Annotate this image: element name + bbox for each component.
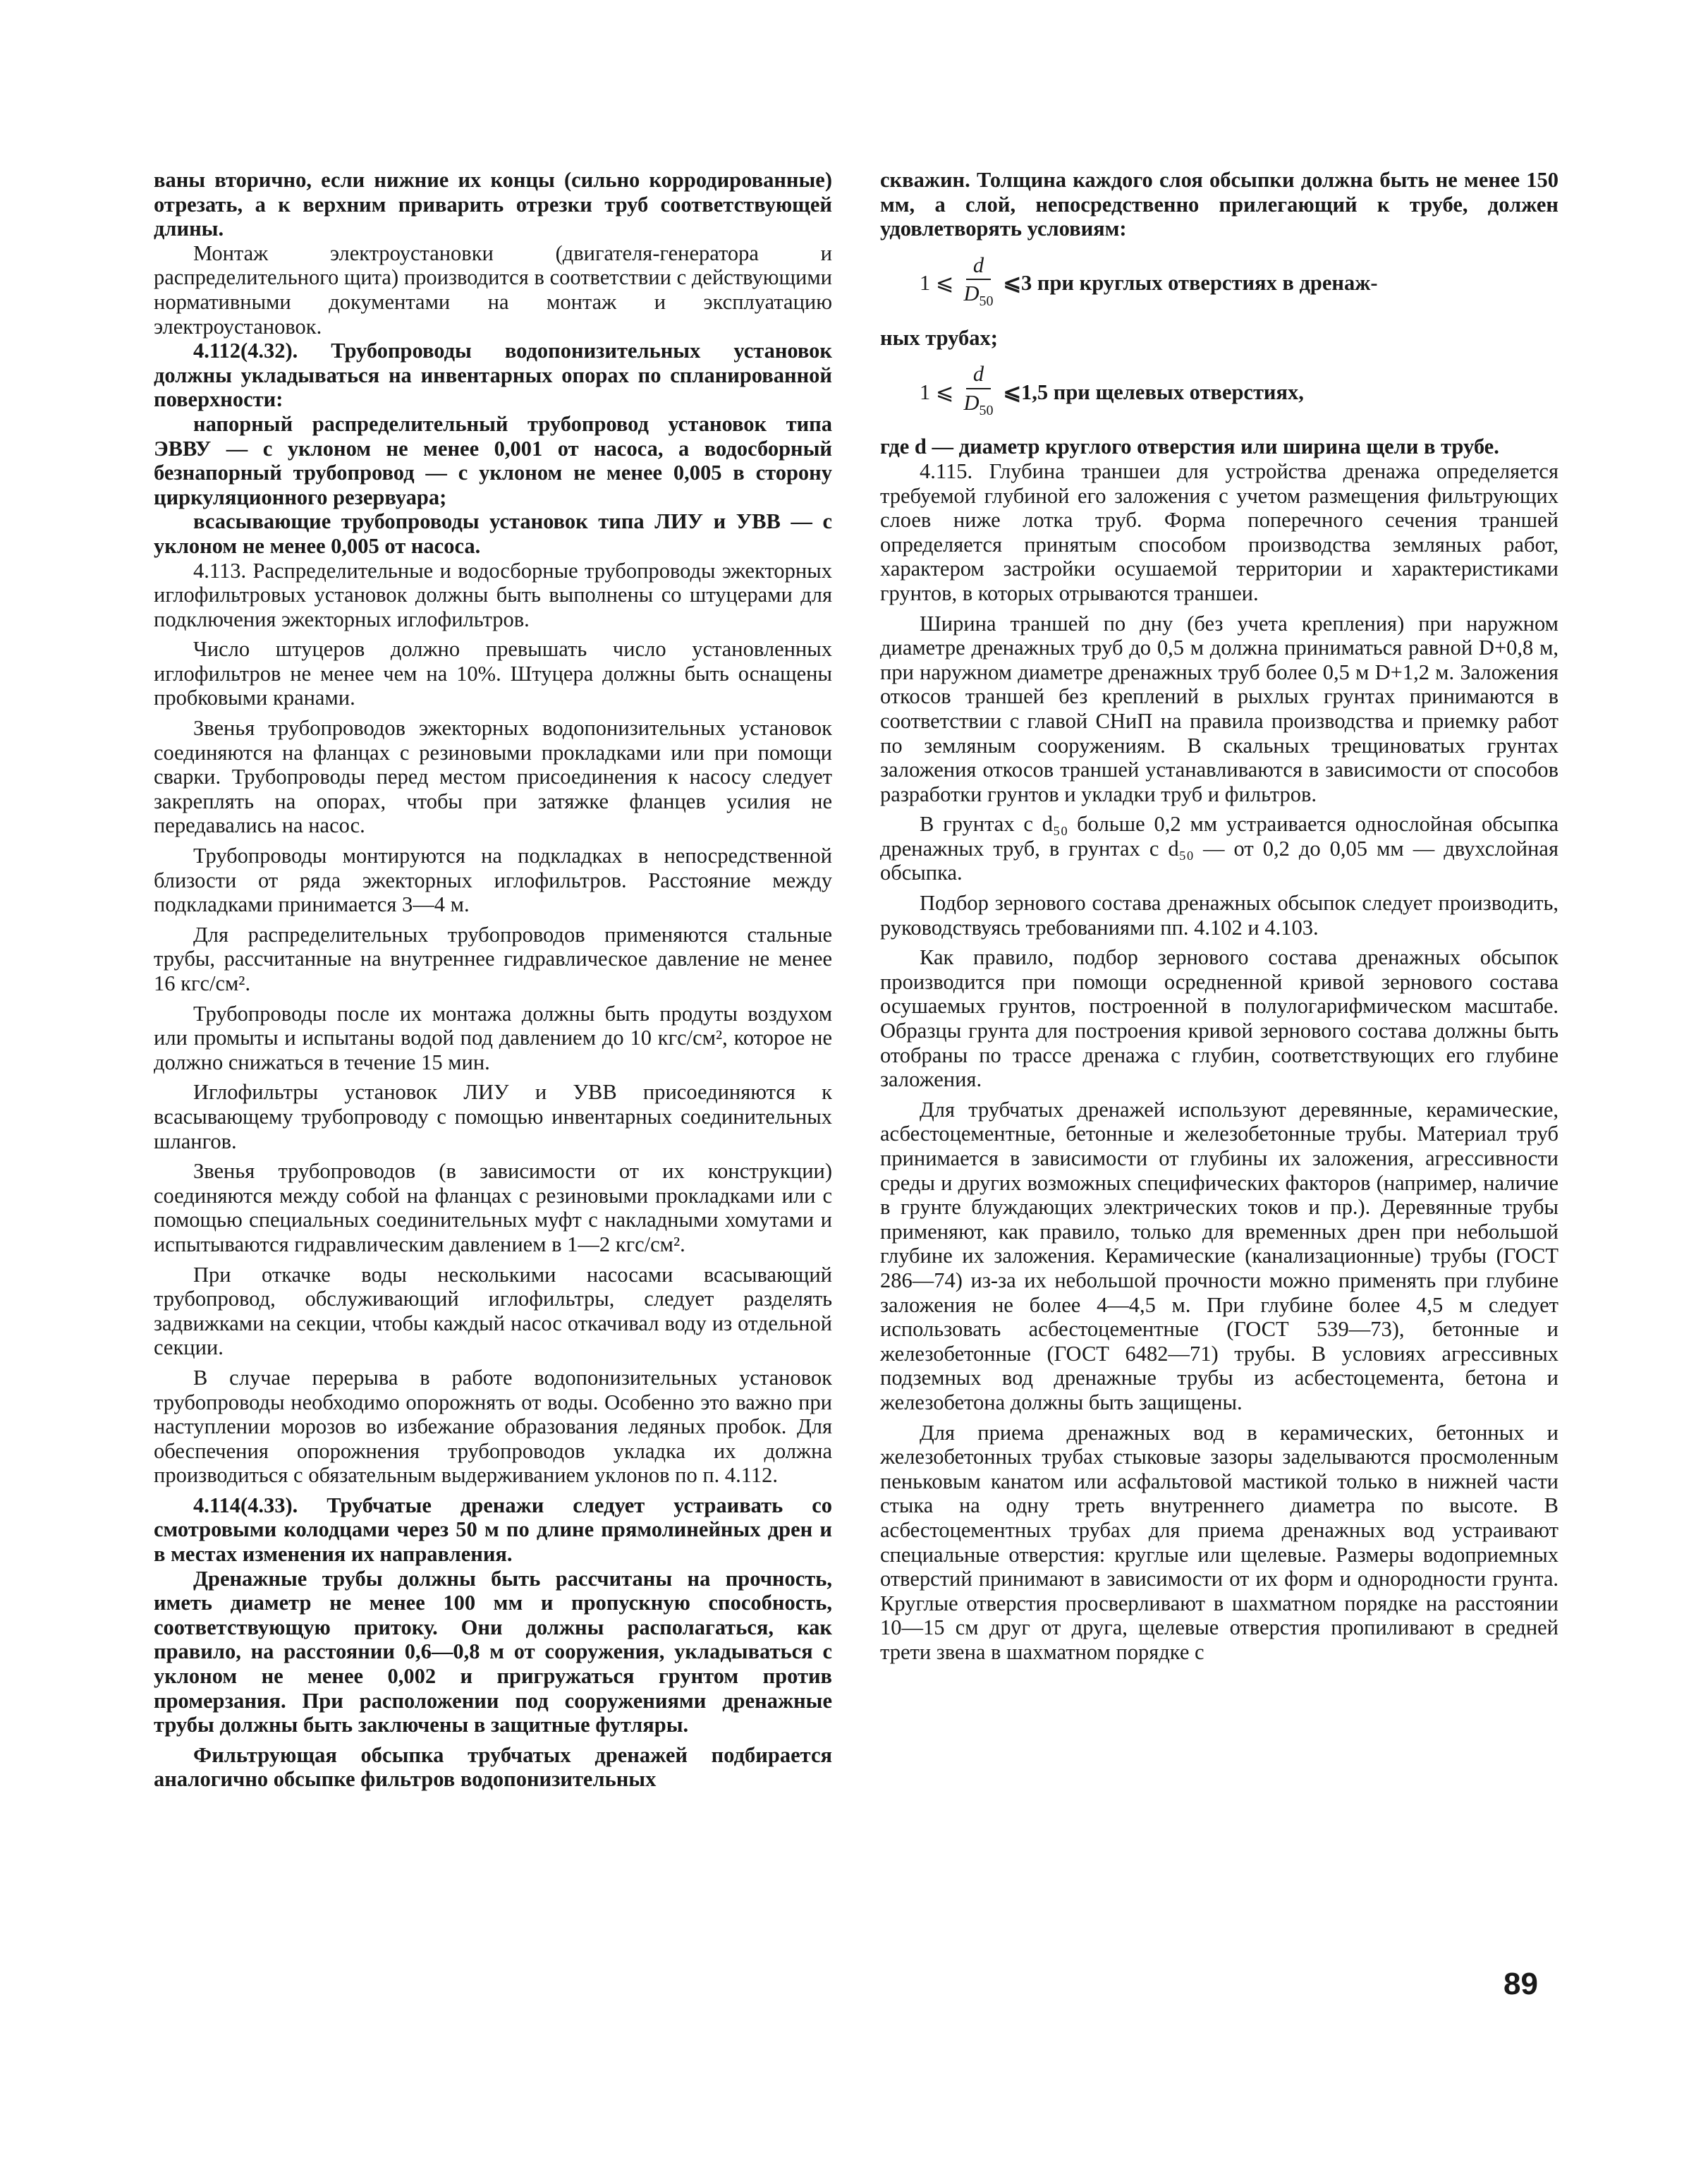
paragraph: Подбор зернового состава дренажных обсыпок следует производить, руководствуясь требованиями пп. 4.102 и 4.103. [880, 891, 1558, 940]
paragraph: Число штуцеров должно превышать число установленных иглофильтров не менее чем на 10%. Штуцера должны быть оснащены пробковыми кранами. [154, 637, 832, 710]
denominator-symbol: D [963, 281, 980, 306]
fraction-numerator: d [966, 253, 991, 281]
paragraph: Для распределительных трубопроводов применяются стальные трубы, рассчитанные на внутреннее гидравлическое давление не менее 16 кгс/см². [154, 922, 832, 995]
formula-rhs: ⩽1,5 при щелевых отверстиях, [1003, 380, 1304, 405]
fraction [960, 362, 996, 423]
paragraph: 4.112(4.32). Трубопроводы водопонизительных установок должны укладываться на инвентарных опорах по спланированной поверхности: [154, 339, 832, 412]
paragraph: 4.113. Распределительные и водосборные трубопроводы эжекторных иглофильтровых установок должны быть выполнены со штуцерами для подключения эжекторных иглофильтров. [154, 558, 832, 631]
paragraph: 4.114(4.33). Трубчатые дренажи следует устраивать со смотровыми колодцами через 50 м по длине прямолинейных дрен и в местах изменения их направления. [154, 1493, 832, 1567]
page-number: 89 [1503, 1967, 1538, 2001]
formula-lhs: 1 ⩽ [920, 271, 954, 296]
paragraph: скважин. Толщина каждого слоя обсыпки должна быть не менее 150 мм, а слой, непосредственно прилегающий к трубе, должен удовлетворять условиям: [880, 168, 1558, 241]
formula-rhs: ⩽3 при круглых отверстиях в дренаж- [1003, 271, 1378, 296]
fraction-denominator [963, 280, 993, 314]
paragraph: Для приема дренажных вод в керамических, бетонных и железобетонных трубах стыковые зазоры заделываются просмоленным пеньковым канатом или асфальтовой мастикой только в нижней части стыка на одну треть внутреннего диаметра по высоте. В асбестоцементных трубах для приема дренажных вод устраивают специальные отверстия: круглые или щелевые. Размеры водоприемных отверстий принимают в зависимости от их форм и однородности грунта. Круглые отверстия просверливают в шахматном порядке на расстоянии 10—15 см друг от друга, щелевые отверстия пропиливают в средней трети звена в шахматном порядке с [880, 1420, 1558, 1664]
paragraph: где d — диаметр круглого отверстия или ширина щели в трубе. [880, 435, 1499, 459]
paragraph: ных трубах; [880, 325, 998, 350]
denominator-symbol: D [963, 390, 980, 415]
paragraph: напорный распределительный трубопровод установок типа ЭВВУ — с уклоном не менее 0,001 от насоса, а водосборный безнапорный трубопровод — с уклоном не менее 0,005 в сторону циркуляционного резервуара; [154, 411, 832, 509]
paragraph: Как правило, подбор зернового состава дренажных обсыпок производится при помощи осредненной кривой зернового состава осушаемых грунтов, построенной в полулогарифмическом масштабе. Образцы грунта для построения кривой зернового состава должны быть отобраны по трассе дренажа с глубин, соответствующих его глубине заложения. [880, 945, 1558, 1092]
paragraph: Ширина траншей по дну (без учета крепления) при наружном диаметре дренажных труб до 0,5 м должна приниматься равной D+0,8 м, при наружном диаметре дренажных труб более 0,5 м D+1,2 м. Заложения откосов траншей без креплений в рыхлых грунтах принимаются в соответствии с главой СНиП на правила производства и приемку работ по земляным сооружениям. В скальных трещиноватых грунтах заложения откосов траншей устанавливаются в зависимости от способов разработки грунтов и укладки труб и фильтров. [880, 611, 1558, 806]
paragraph: При откачке воды несколькими насосами всасывающий трубопровод, обслуживающий иглофильтры, следует разделять задвижками на секции, чтобы каждый насос откачивал воду из отдельной секции. [154, 1262, 832, 1360]
formula-round-holes [920, 248, 1558, 319]
paragraph: Иглофильтры установок ЛИУ и УВВ присоединяются к всасывающему трубопроводу с помощью инвентарных соединительных шлангов. [154, 1080, 832, 1153]
paragraph: Монтаж электроустановки (двигателя-генератора и распределительного щита) производится в соответствии с действующими нормативными документами на монтаж и эксплуатацию электроустановок. [154, 241, 832, 339]
paragraph: Трубопроводы после их монтажа должны быть продуты воздухом или промыты и испытаны водой под давлением до 10 кгс/см², которое не должно снижаться в течение 15 мин. [154, 1001, 832, 1074]
paragraph: Звенья трубопроводов (в зависимости от их конструкции) соединяются между собой на фланцах с резиновыми прокладками или с помощью специальных соединительных муфт с накладными хомутами и испытываются гидравлическим давлением в 1—2 кгс/см². [154, 1159, 832, 1256]
paragraph: Для трубчатых дренажей используют деревянные, керамические, асбестоцементные, бетонные и железобетонные трубы. Материал труб принимается в зависимости от глубины их заложения, агрессивности среды и других возможных специфических факторов (например, наличие в грунте блуждающих электрических токов и пр.). Деревянные трубы применяют, как правило, только для временных дрен при небольшой глубине их заложения. Керамические (канализационные) трубы (ГОСТ 286—74) из-за их небольшой прочности можно применять при глубине заложения не более 4—4,5 м. При глубине более 4,5 м следует использовать асбестоцементные (ГОСТ 539—73), бетонные и железобетонные (ГОСТ 6482—71) трубы. В условиях агрессивных подземных вод дренажные трубы из асбестоцемента, бетона и железобетона должны быть защищены. [880, 1097, 1558, 1414]
fraction [960, 253, 996, 314]
paragraph: ваны вторично, если нижние их концы (сильно корродированные) отрезать, а к верхним приварить отрезки труб соответствующей длины. [154, 168, 832, 241]
paragraph: Фильтрующая обсыпка трубчатых дренажей подбирается аналогично обсыпке фильтров водопонизительных [154, 1742, 832, 1792]
paragraph: Дренажные трубы должны быть рассчитаны на прочность, иметь диаметр не менее 100 мм и пропускную способность, соответствующую притоку. Они должны располагаться, как правило, на расстоянии 0,6—0,8 м от сооружения, укладываться с уклоном не менее 0,002 и пригружаться грунтом против промерзания. При расположении под сооружениями дренажные трубы должны быть заключены в защитные футляры. [154, 1566, 832, 1737]
paragraph: В случае перерыва в работе водопонизительных установок трубопроводы необходимо опорожнять от воды. Особенно это важно при наступлении морозов во избежание образования ледяных пробок. Для обеспечения опорожнения трубопроводов укладка их должна производиться с обязательным выдерживанием уклонов по п. 4.112. [154, 1365, 832, 1488]
paragraph: всасывающие трубопроводы установок типа ЛИУ и УВВ — с уклоном не менее 0,005 от насоса. [154, 509, 832, 558]
paragraph: В грунтах с d₅₀ больше 0,2 мм устраивается однослойная обсыпка дренажных труб, в грунтах с d₅₀ — от 0,2 до 0,05 мм — двухслойная обсыпка. [880, 812, 1558, 885]
fraction-numerator: d [966, 362, 991, 389]
left-column [154, 168, 832, 1792]
denominator-subscript: 50 [979, 293, 994, 310]
paragraph: Трубопроводы монтируются на подкладках в непосредственной близости от ряда эжекторных иглофильтров. Расстояние между подкладками принимается 3—4 м. [154, 844, 832, 917]
right-column [880, 168, 1558, 1664]
fraction-denominator [963, 389, 993, 423]
denominator-subscript: 50 [979, 402, 994, 418]
paragraph: Звенья трубопроводов эжекторных водопонизительных установок соединяются на фланцах с резиновыми прокладками или при помощи сварки. Трубопроводы перед местом присоединения к насосу следует закреплять на опорах, чтобы при затяжке фланцев усилия не передавались на насос. [154, 716, 832, 838]
paragraph: 4.115. Глубина траншеи для устройства дренажа определяется требуемой глубиной его заложения с учетом размещения фильтрующих слоев ниже лотка труб. Форма поперечного сечения траншей определяется принятым способом производства земляных работ, характером застройки осушаемой территории и характеристиками грунтов, в которых отрываются траншеи. [880, 459, 1558, 605]
formula-lhs: 1 ⩽ [920, 380, 954, 405]
formula-slot-holes [920, 357, 1558, 427]
